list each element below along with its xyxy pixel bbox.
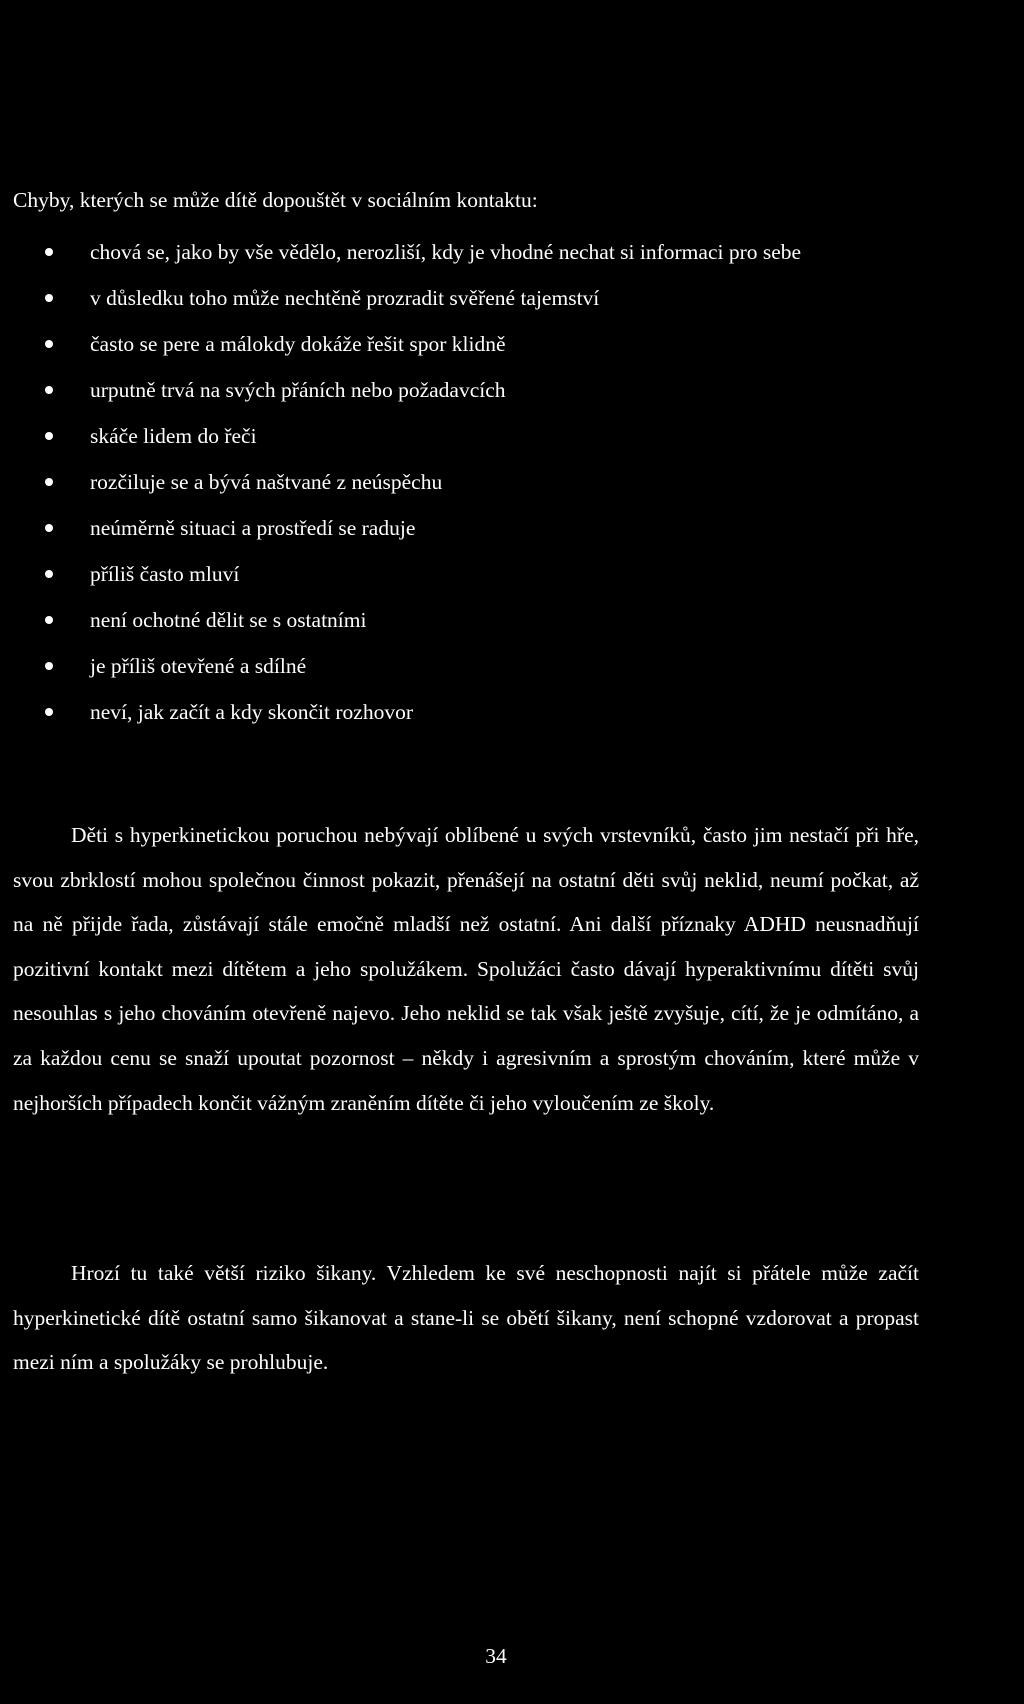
list-item-text: urputně trvá na svých přáních nebo požadavcích	[90, 378, 506, 402]
list-item	[0, 505, 1024, 551]
list-item	[0, 689, 1024, 735]
list-item-text: neví, jak začít a kdy skončit rozhovor	[90, 700, 413, 724]
list-item-text: je příliš otevřené a sdílné	[90, 654, 307, 678]
list-item	[0, 275, 1024, 321]
list-item-text: často se pere a málokdy dokáže řešit spor klidně	[90, 332, 506, 356]
list-item	[0, 459, 1024, 505]
list-item	[0, 413, 1024, 459]
bullet-icon	[45, 616, 53, 624]
bullet-list	[0, 229, 1024, 735]
page-number: 34	[485, 1644, 507, 1668]
list-item-text: chová se, jako by vše vědělo, nerozliší, kdy je vhodné nechat si informaci pro sebe	[90, 240, 802, 264]
bullet-icon	[45, 248, 53, 256]
list-item	[0, 229, 1024, 275]
bullet-icon	[45, 478, 53, 486]
bullet-icon	[45, 386, 53, 394]
bullet-icon	[45, 340, 53, 348]
bullet-icon	[45, 432, 53, 440]
list-item-text: příliš často mluví	[90, 562, 240, 586]
bullet-icon	[45, 662, 53, 670]
body-paragraph: Hrozí tu také větší riziko šikany. Vzhledem ke své neschopnosti najít si přátele může začít hyperkinetické dítě ostatní samo šikanovat a stane-li se obětí šikany, není schopné vzdorovat a propast mezi ním a spolužáky se prohlubuje.	[13, 1261, 919, 1375]
body-paragraph: Děti s hyperkinetickou poruchou nebývají oblíbené u svých vrstevníků, často jim nestačí při hře, svou zbrklostí mohou společnou činnost pokazit, přenášejí na ostatní děti svůj neklid, neumí počkat, až na ně přijde řada, zůstávají stále emočně mladší než ostatní. Ani další příznaky ADHD neusnadňují pozitivní kontakt mezi dítětem a jeho spolužákem. Spolužáci často dávají hyperaktivnímu dítěti svůj nesouhlas s jeho chováním otevřeně najevo. Jeho neklid se tak však ještě zvyšuje, cítí, že je odmítáno, a za každou cenu se snaží upoutat pozornost – někdy i agresivním a sprostým chováním, které může v nejhorších případech končit vážným zraněním dítěte či jeho vyloučením ze školy.	[13, 823, 919, 1115]
list-item-text: není ochotné dělit se s ostatními	[90, 608, 367, 632]
bullet-icon	[45, 524, 53, 532]
list-item	[0, 643, 1024, 689]
list-item-text: neúměrně situaci a prostředí se raduje	[90, 516, 416, 540]
list-item	[0, 551, 1024, 597]
list-intro: Chyby, kterých se může dítě dopouštět v sociálním kontaktu:	[13, 188, 538, 212]
bullet-icon	[45, 570, 53, 578]
bullet-icon	[45, 708, 53, 716]
bullet-icon	[45, 294, 53, 302]
list-item	[0, 597, 1024, 643]
list-item	[0, 321, 1024, 367]
list-item-text: rozčiluje se a bývá naštvané z neúspěchu	[90, 470, 443, 494]
list-item-text: skáče lidem do řeči	[90, 424, 257, 448]
list-item-text: v důsledku toho může nechtěně prozradit svěřené tajemství	[90, 286, 600, 310]
list-item	[0, 367, 1024, 413]
